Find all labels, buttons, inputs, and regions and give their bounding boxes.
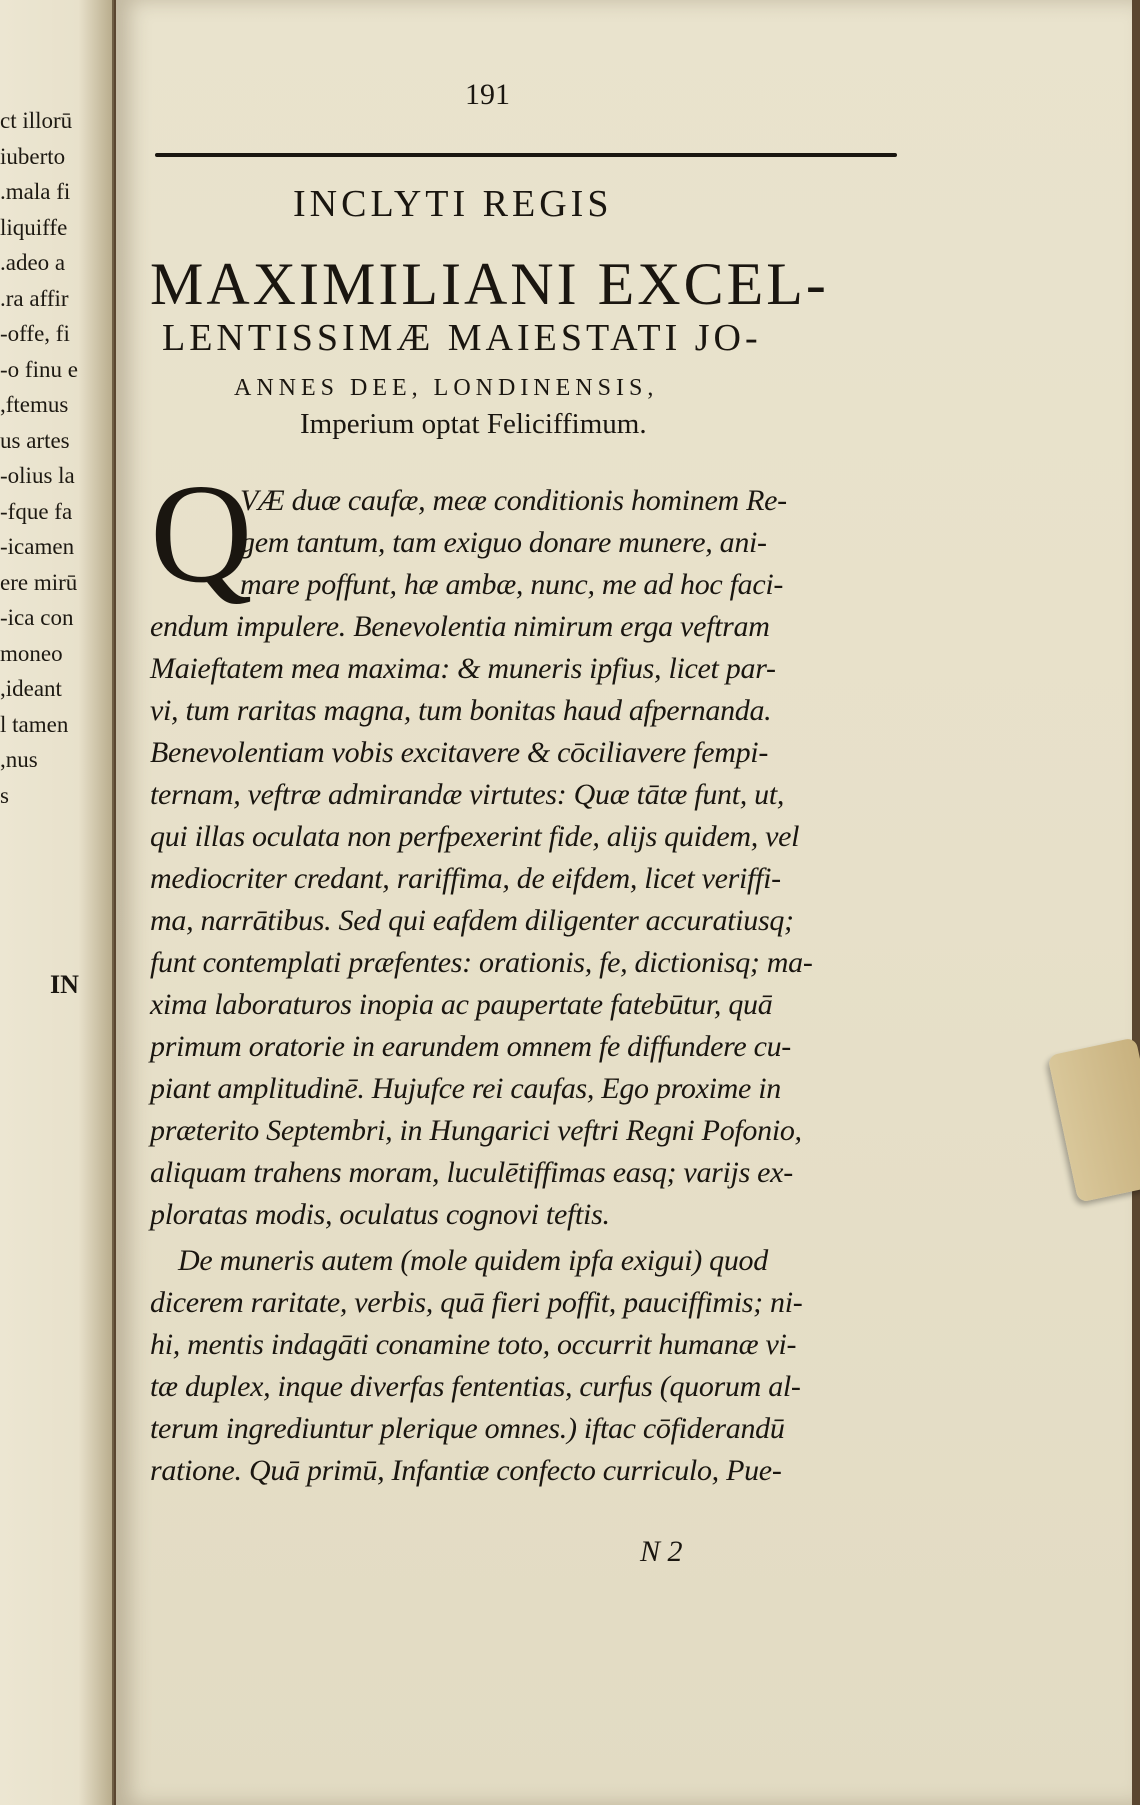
body-line: Maieftatem mea maxima: & muneris ipfius, licet par- (150, 652, 776, 685)
left-page-line: adeo a. (0, 250, 66, 275)
body-line: ploratas modis, oculatus cognovi teftis. (150, 1198, 610, 1231)
body-line: dicerem raritate, verbis, quā fieri poffit, pauciffimis; ni- (150, 1286, 803, 1319)
body-line: xima laboraturos inopia ac paupertate fatebūtur, quā (150, 988, 773, 1021)
left-page-line: ct illorū (0, 108, 73, 133)
title-line-5: Imperium optat Feliciffimum. (300, 408, 647, 440)
body-line: mediocriter credant, rariffima, de eifdem, licet veriffi- (150, 862, 781, 895)
body-line: vi, tum raritas magna, tum bonitas haud afpernanda. (150, 694, 772, 727)
header-rule (155, 153, 897, 157)
body-line: aliquam trahens moram, luculētiffimas easq; varijs ex- (150, 1156, 793, 1189)
left-page-line: ftemus, (0, 392, 69, 417)
left-page-line: ideant, (0, 676, 62, 701)
left-page-line: o finu e- (0, 356, 78, 382)
body-line: endum impulere. Benevolentia nimirum erga veftram (150, 610, 770, 643)
signature-mark: N 2 (640, 1535, 683, 1568)
left-page-line: l tamen (0, 711, 69, 737)
title-line-3: LENTISSIMÆ MAIESTATI JO- (162, 317, 762, 359)
body-line: piant amplitudinē. Hujufce rei caufas, Ego proxime in (150, 1072, 781, 1105)
left-page-line: icamen- (0, 534, 75, 559)
body-line: gem tantum, tam exiguo donare munere, ani- (240, 526, 767, 559)
body-line: qui illas oculata non perfpexerint fide, alijs quidem, vel (150, 820, 800, 853)
body-line: primum oratorie in earundem omnem fe diffundere cu- (150, 1030, 791, 1063)
title-line-4: ANNES DEE, LONDINENSIS, (234, 375, 659, 401)
body-line: ma, narrātibus. Sed qui eafdem diligenter accuratiusq; (150, 904, 794, 937)
drop-cap: Q (150, 454, 253, 612)
left-page-line: moneo (0, 640, 63, 666)
body-line: Benevolentiam vobis excitavere & cōciliavere fempi- (150, 736, 769, 769)
body-line: ternam, veftræ admirandæ virtutes: Quæ tātæ funt, ut, (150, 778, 785, 811)
body-line: terum ingrediuntur plerique omnes.) iftac cōfiderandū (150, 1412, 785, 1445)
title-line-2: MAXIMILIANI EXCEL- (150, 251, 829, 317)
left-page-line: liquiffe (0, 214, 68, 240)
left-page-line: nus, (0, 747, 38, 772)
page-number: 191 (465, 78, 510, 111)
left-page-line: s (0, 782, 9, 808)
body-line: tæ duplex, inque diverfas fententias, curfus (quorum al- (150, 1370, 801, 1403)
left-page (0, 0, 114, 1805)
left-page-line: ere mirū (0, 569, 78, 595)
left-page-line: us artes (0, 427, 70, 453)
left-page-line: fque fa- (0, 498, 73, 524)
body-line: hi, mentis indagāti conamine toto, occurrit humanæ vi- (150, 1328, 797, 1361)
left-page-line: ica con- (0, 605, 74, 630)
left-page-line: iuberto (0, 143, 66, 169)
body-line: ratione. Quā primū, Infantiæ confecto curriculo, Pue- (150, 1454, 782, 1487)
left-page-line: mala fi. (0, 179, 71, 204)
title-line-1: INCLYTI REGIS (293, 183, 613, 225)
body-line: VÆ duæ caufæ, meæ conditionis hominem Re- (240, 484, 787, 517)
left-page-line: ra affir. (0, 285, 69, 311)
body-line: mare poffunt, hæ ambæ, nunc, me ad hoc faci- (240, 568, 784, 601)
left-page-line: offe, fi- (0, 321, 70, 346)
body-line: De muneris autem (mole quidem ipfa exigui) quod (178, 1244, 768, 1277)
left-catchword: IN (50, 970, 79, 999)
left-page-line: olius la- (0, 463, 75, 488)
body-line: præterito Septembri, in Hungarici veftri Regni Pofonio, (150, 1114, 802, 1147)
body-line: funt contemplati præfentes: orationis, fe, dictionisq; ma- (150, 946, 813, 979)
